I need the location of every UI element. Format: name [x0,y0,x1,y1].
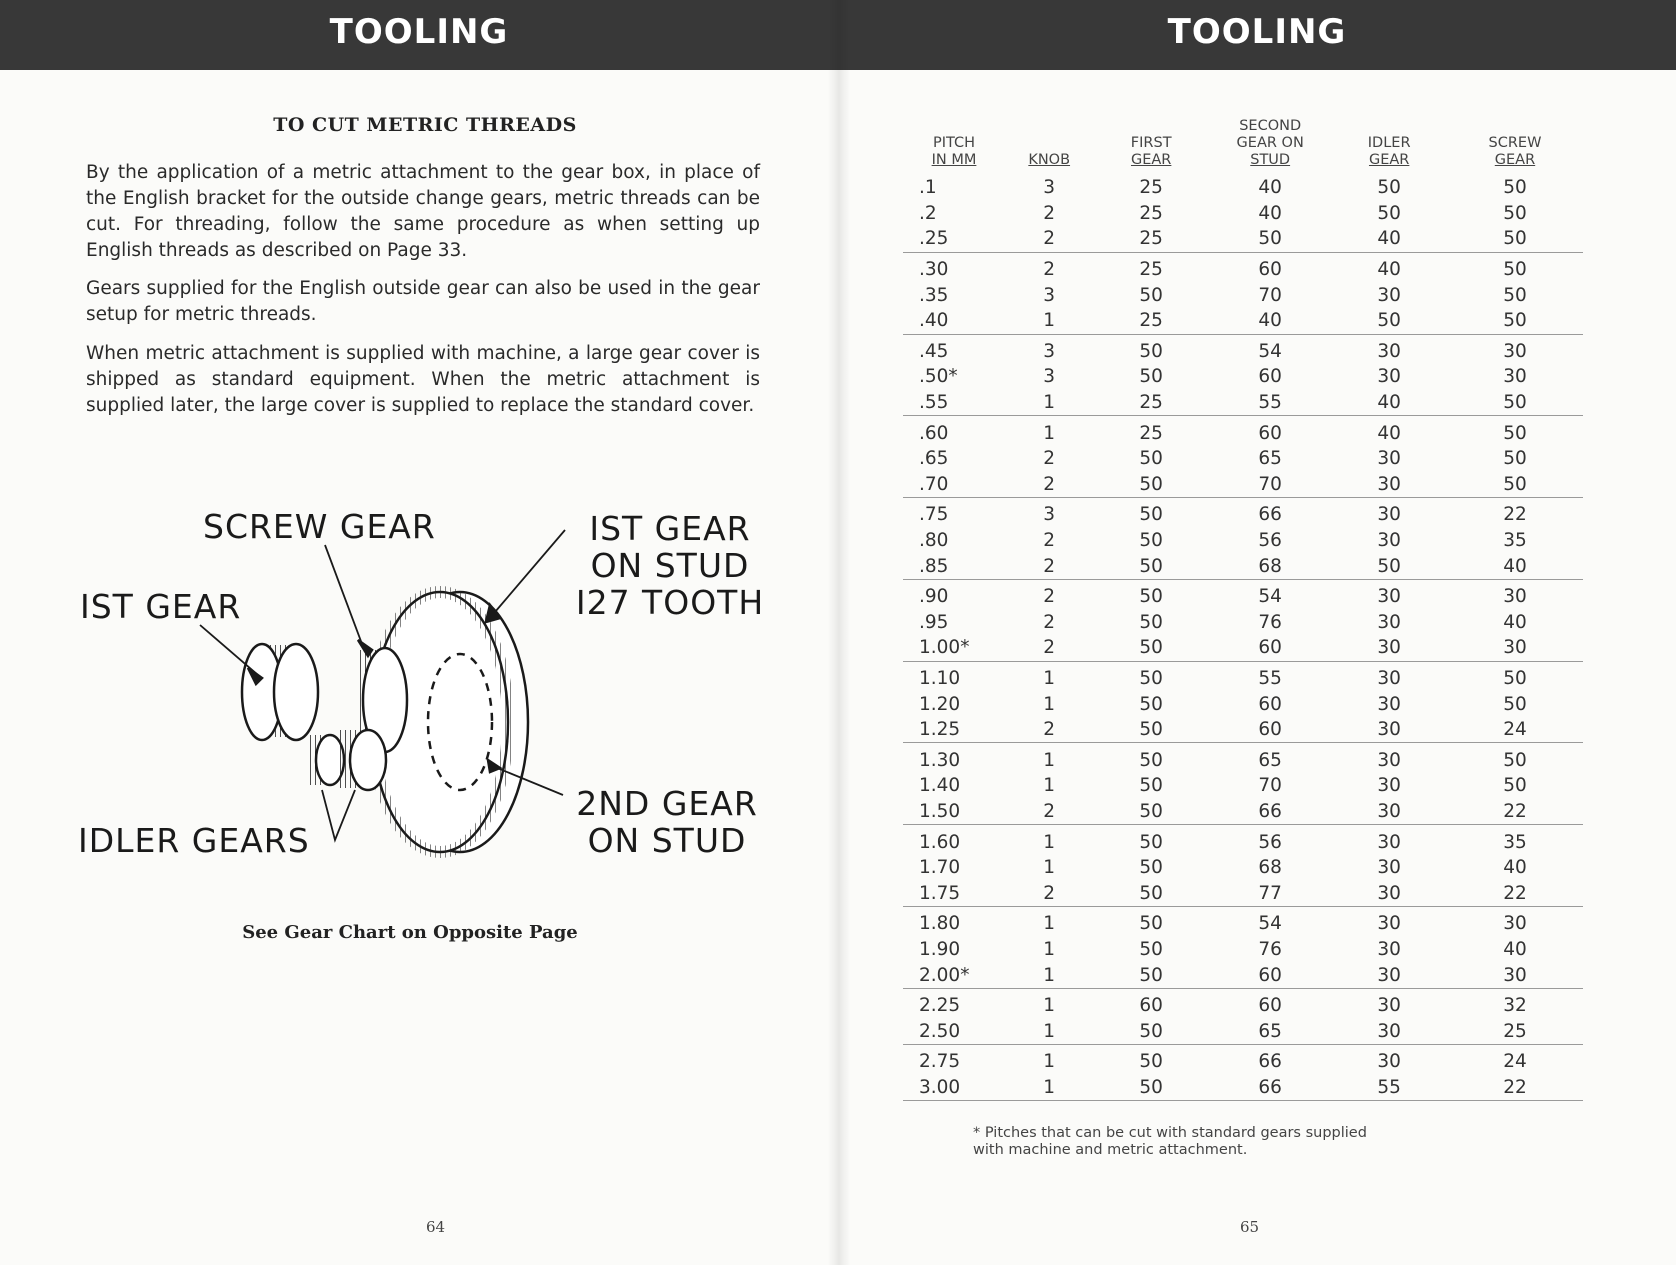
cell-pitch: 1.20 [919,693,961,715]
cell-screw-gear: 30 [1503,340,1527,362]
cell-screw-gear: 24 [1503,1051,1527,1073]
header-second-gear [1209,118,1331,175]
cell-second-gear: 54 [1258,586,1282,608]
table-row [903,988,1583,1018]
cell-first-gear: 50 [1139,913,1163,935]
cell-first-gear: 50 [1093,472,1209,498]
cell-first-gear: 50 [1093,553,1209,579]
table-row [903,553,1583,579]
cell-second-gear: 60 [1258,422,1282,444]
cell-second-gear: 70 [1258,775,1282,797]
cell-screw-gear: 50 [1447,390,1583,416]
cell-knob: 1 [1005,390,1093,416]
table-row [903,472,1583,498]
table-row [903,880,1583,906]
cell-knob: 2 [1005,472,1093,498]
header-second-gear-line: SECOND [1239,118,1302,134]
cell-knob: 2 [1005,880,1093,906]
cell-idler-gear: 50 [1331,553,1447,579]
table-row [903,743,1583,773]
table-row [903,579,1583,609]
cell-second-gear: 66 [1258,504,1282,526]
table-row [903,226,1583,252]
cell-screw-gear: 22 [1447,799,1583,825]
cell-pitch: .75 [919,504,949,526]
table-row [903,661,1583,691]
cell-idler-gear: 30 [1377,831,1401,853]
cell-knob: 3 [1043,284,1056,306]
cell-idler-gear: 50 [1377,202,1401,224]
second-label-line-2: ON STUD [587,821,747,860]
cell-idler-gear: 30 [1331,1018,1447,1044]
cell-second-gear: 54 [1258,340,1282,362]
cell-second-gear: 60 [1258,259,1282,281]
cell-pitch: .55 [903,390,1005,416]
cell-first-gear: 25 [1139,202,1163,224]
cell-first-gear: 25 [1139,177,1163,199]
cell-first-gear: 50 [1093,799,1209,825]
table-row [903,528,1583,554]
table-row [903,825,1583,855]
cell-first-gear: 50 [1093,1018,1209,1044]
cell-second-gear: 55 [1209,390,1331,416]
cell-pitch: 1.00* [903,635,1005,661]
cell-idler-gear: 40 [1331,226,1447,252]
cell-idler-gear: 30 [1331,962,1447,988]
cell-knob: 2 [1043,611,1056,633]
cell-idler-gear: 50 [1331,308,1447,334]
cell-screw-gear: 50 [1447,226,1583,252]
cell-pitch: 2.00* [903,962,1005,988]
cell-screw-gear: 50 [1503,202,1527,224]
cell-knob: 3 [1043,340,1056,362]
table-row [903,364,1583,390]
cell-pitch: .45 [919,340,949,362]
cell-screw-gear: 32 [1503,995,1527,1017]
cell-pitch: 1.50 [903,799,1005,825]
cell-knob: 1 [1043,422,1056,444]
cell-screw-gear: 50 [1503,667,1527,689]
stud-label-line-3: I27 TOOTH [575,583,765,622]
cell-pitch: 1.75 [903,880,1005,906]
cell-second-gear: 56 [1258,530,1282,552]
cell-pitch: .50* [919,366,958,388]
cell-knob: 2 [1043,586,1056,608]
cell-idler-gear: 30 [1377,995,1401,1017]
table-row [903,1075,1583,1101]
cell-second-gear: 70 [1258,284,1282,306]
cell-pitch: 1.40 [919,775,961,797]
cell-pitch: 2.25 [919,995,961,1017]
cell-idler-gear: 50 [1377,177,1401,199]
cell-screw-gear: 22 [1447,880,1583,906]
cell-second-gear: 68 [1258,857,1282,879]
cell-pitch: 2.50 [903,1018,1005,1044]
cell-pitch: .2 [919,202,937,224]
book-spine [828,0,850,1265]
header-first-gear [1093,118,1209,175]
left-banner-title: TOOLING [329,12,509,52]
table-row [903,1045,1583,1075]
table-row [903,799,1583,825]
cell-pitch: .30 [919,259,949,281]
cell-first-gear: 50 [1139,693,1163,715]
page-number-right: 65 [1240,1218,1260,1236]
cell-pitch: 1.10 [919,667,961,689]
cell-knob: 1 [1043,749,1056,771]
cell-second-gear: 55 [1258,667,1282,689]
cell-pitch: 1.30 [919,749,961,771]
cell-knob: 2 [1043,530,1056,552]
cell-first-gear: 50 [1093,1075,1209,1101]
cell-knob: 2 [1005,717,1093,743]
table-row [903,907,1583,937]
table-row [903,498,1583,528]
header-second-gear-line: STUD [1250,152,1291,168]
cell-idler-gear: 40 [1377,422,1401,444]
header-idler-gear-line: IDLER [1367,135,1411,151]
cell-screw-gear: 24 [1447,717,1583,743]
cell-second-gear: 65 [1258,448,1282,470]
cell-pitch: 1.90 [919,938,961,960]
cell-knob: 1 [1005,962,1093,988]
paragraph-3: When metric attachment is supplied with machine, a large gear cover is shipped as standard equipment. When the metric attachment is supplied later, the large cover is supplied to replace the standard cover. [86,343,760,416]
header-first-gear-line: GEAR [1130,152,1172,168]
cell-second-gear: 60 [1258,366,1282,388]
cell-pitch: .70 [903,472,1005,498]
table-row [903,717,1583,743]
cell-idler-gear: 30 [1331,717,1447,743]
cell-pitch: .60 [919,422,949,444]
cell-screw-gear: 25 [1447,1018,1583,1044]
cell-idler-gear: 30 [1377,366,1401,388]
cell-knob: 1 [1043,857,1056,879]
cell-first-gear: 50 [1093,635,1209,661]
cell-first-gear: 25 [1139,259,1163,281]
cell-second-gear: 40 [1258,177,1282,199]
leader-screw-gear [325,545,365,652]
cell-first-gear: 50 [1139,857,1163,879]
cell-second-gear: 66 [1258,1051,1282,1073]
cell-first-gear: 60 [1139,995,1163,1017]
leader-stud [495,530,565,612]
cell-screw-gear: 30 [1447,635,1583,661]
cell-pitch: .90 [919,586,949,608]
table-row [903,610,1583,636]
cell-knob: 1 [1043,831,1056,853]
cell-first-gear: 50 [1139,775,1163,797]
header-idler-gear [1331,118,1447,175]
leader-idler-gears [322,790,355,840]
cell-idler-gear: 30 [1377,693,1401,715]
cell-first-gear: 50 [1139,366,1163,388]
header-pitch [903,118,1005,175]
idler-gear-2 [350,730,386,790]
cell-pitch: 3.00 [903,1075,1005,1101]
cell-second-gear: 65 [1258,749,1282,771]
cell-knob: 3 [1043,366,1056,388]
section-heading: TO CUT METRIC THREADS [273,114,577,136]
cell-second-gear: 40 [1258,202,1282,224]
table-row [903,691,1583,717]
cell-knob: 1 [1005,308,1093,334]
cell-pitch: .40 [903,308,1005,334]
cell-idler-gear: 30 [1331,799,1447,825]
cell-first-gear: 50 [1093,717,1209,743]
cell-first-gear: 50 [1139,530,1163,552]
cell-knob: 2 [1005,635,1093,661]
cell-idler-gear: 30 [1377,284,1401,306]
cell-first-gear: 50 [1093,962,1209,988]
cell-first-gear: 50 [1139,586,1163,608]
cell-knob: 2 [1043,259,1056,281]
cell-screw-gear: 40 [1503,938,1527,960]
cell-screw-gear: 30 [1503,366,1527,388]
cell-knob: 1 [1043,693,1056,715]
table-row [903,201,1583,227]
cell-first-gear: 50 [1139,831,1163,853]
cell-knob: 2 [1043,448,1056,470]
cell-pitch: .25 [903,226,1005,252]
cell-second-gear: 54 [1258,913,1282,935]
header-second-gear-line: GEAR ON [1236,135,1304,151]
table-row [903,937,1583,963]
cell-idler-gear: 30 [1377,586,1401,608]
cell-idler-gear: 30 [1377,938,1401,960]
idler-gear-1 [316,735,344,785]
cell-first-gear: 50 [1139,448,1163,470]
cell-pitch: 1.25 [903,717,1005,743]
cell-pitch: .1 [919,177,937,199]
header-screw-gear [1447,118,1583,175]
cell-second-gear: 60 [1209,962,1331,988]
cell-second-gear: 40 [1209,308,1331,334]
cell-pitch: .35 [919,284,949,306]
header-pitch-line: PITCH [932,135,976,151]
cell-second-gear: 68 [1209,553,1331,579]
cell-second-gear: 65 [1209,1018,1331,1044]
table-row [903,962,1583,988]
cell-idler-gear: 30 [1377,611,1401,633]
page-number-left: 64 [426,1218,446,1236]
cell-idler-gear: 30 [1377,448,1401,470]
table-row [903,446,1583,472]
cell-first-gear: 25 [1093,226,1209,252]
cell-second-gear: 76 [1258,938,1282,960]
header-idler-gear-line: GEAR [1368,152,1410,168]
cell-screw-gear: 50 [1503,422,1527,444]
cell-screw-gear: 35 [1503,831,1527,853]
cell-knob: 3 [1043,177,1056,199]
cell-knob: 2 [1005,226,1093,252]
cell-pitch: 2.75 [919,1051,961,1073]
right-banner [838,0,1676,70]
cell-second-gear: 70 [1209,472,1331,498]
paragraph-2: Gears supplied for the English outside gear can also be used in the gear setup for metric threads. [86,278,760,325]
cell-screw-gear: 22 [1503,504,1527,526]
cell-knob: 2 [1043,202,1056,224]
cell-first-gear: 50 [1139,667,1163,689]
cell-pitch: 1.60 [919,831,961,853]
cell-screw-gear: 50 [1503,448,1527,470]
cell-idler-gear: 30 [1331,472,1447,498]
table-row [903,252,1583,282]
right-page [838,0,1676,1265]
cell-first-gear: 50 [1139,938,1163,960]
cell-screw-gear: 40 [1503,857,1527,879]
cell-second-gear: 56 [1258,831,1282,853]
cell-knob: 1 [1005,1075,1093,1101]
cell-knob: 2 [1005,799,1093,825]
cell-second-gear: 60 [1209,717,1331,743]
cell-first-gear: 25 [1139,422,1163,444]
cell-screw-gear: 30 [1447,962,1583,988]
header-knob-line: KNOB [1028,152,1071,168]
table-row [903,635,1583,661]
cell-knob: 1 [1043,938,1056,960]
table-header-row [903,118,1583,175]
cell-screw-gear: 40 [1503,611,1527,633]
table-row [903,175,1583,201]
table-row [903,855,1583,881]
cell-pitch: .95 [919,611,949,633]
cell-idler-gear: 30 [1377,913,1401,935]
cell-idler-gear: 30 [1377,749,1401,771]
table-body [903,175,1583,1101]
cell-knob: 1 [1043,1051,1056,1073]
cell-second-gear: 60 [1209,635,1331,661]
table-row [903,1018,1583,1044]
cell-knob: 1 [1043,775,1056,797]
cell-screw-gear: 50 [1447,308,1583,334]
right-banner-title: TOOLING [1167,12,1347,52]
cell-idler-gear: 30 [1377,1051,1401,1073]
cell-screw-gear: 30 [1503,586,1527,608]
paragraph-1: By the application of a metric attachment to the gear box, in place of the English bracket for the outside change gears, metric threads can be cut. For threading, follow the same procedure as when setting up English threads as described on Page 33. [86,162,760,261]
cell-screw-gear: 50 [1503,693,1527,715]
cell-first-gear: 25 [1093,308,1209,334]
screw-gear-label: SCREW GEAR [203,507,436,546]
header-screw-gear-line: GEAR [1494,152,1536,168]
cell-knob: 3 [1043,504,1056,526]
cell-knob: 1 [1043,667,1056,689]
cell-knob: 1 [1005,1018,1093,1044]
cell-idler-gear: 40 [1331,390,1447,416]
stud-label-line-1: IST GEAR [589,509,751,548]
first-gear-label: IST GEAR [80,587,242,626]
table-row [903,773,1583,799]
cell-first-gear: 50 [1139,749,1163,771]
table-row [903,308,1583,334]
first-gear-front [274,644,318,740]
header-pitch-line: IN MM [931,152,977,168]
table-row [903,334,1583,364]
cell-screw-gear: 50 [1503,749,1527,771]
cell-first-gear: 50 [1093,880,1209,906]
table-row [903,390,1583,416]
cell-screw-gear: 30 [1503,913,1527,935]
stud-label-line-2: ON STUD [590,546,750,585]
cell-idler-gear: 30 [1377,340,1401,362]
second-label-line-1: 2ND GEAR [576,784,758,823]
cell-pitch: .85 [903,553,1005,579]
cell-screw-gear: 50 [1503,775,1527,797]
cell-second-gear: 60 [1258,693,1282,715]
idler-gears-label: IDLER GEARS [78,821,310,860]
first-gear-on-stud-label [570,510,770,621]
cell-second-gear: 66 [1209,1075,1331,1101]
cell-second-gear: 66 [1209,799,1331,825]
cell-second-gear: 77 [1209,880,1331,906]
see-chart-note: See Gear Chart on Opposite Page [242,922,578,943]
cell-idler-gear: 30 [1377,775,1401,797]
footnote: * Pitches that can be cut with standard gears supplied with machine and metric attachment. [973,1125,1367,1158]
cell-pitch: 1.80 [919,913,961,935]
cell-second-gear: 60 [1258,995,1282,1017]
second-gear-on-stud-label [567,785,767,859]
cell-screw-gear: 22 [1447,1075,1583,1101]
cell-first-gear: 25 [1093,390,1209,416]
cell-screw-gear: 40 [1447,553,1583,579]
cell-second-gear: 50 [1209,226,1331,252]
header-knob [1005,118,1093,175]
cell-idler-gear: 30 [1377,667,1401,689]
cell-screw-gear: 50 [1447,472,1583,498]
cell-first-gear: 50 [1139,284,1163,306]
cell-screw-gear: 50 [1503,284,1527,306]
cell-idler-gear: 30 [1377,857,1401,879]
cell-idler-gear: 30 [1331,880,1447,906]
cell-second-gear: 76 [1258,611,1282,633]
cell-idler-gear: 55 [1331,1075,1447,1101]
metric-gear-chart [903,118,1583,1101]
cell-screw-gear: 35 [1503,530,1527,552]
header-first-gear-line: FIRST [1130,135,1172,151]
cell-idler-gear: 30 [1331,635,1447,661]
cell-knob: 1 [1043,995,1056,1017]
cell-pitch: .65 [919,448,949,470]
cell-first-gear: 50 [1139,611,1163,633]
cell-screw-gear: 50 [1503,177,1527,199]
cell-first-gear: 50 [1139,340,1163,362]
cell-first-gear: 50 [1139,504,1163,526]
cell-idler-gear: 40 [1377,259,1401,281]
header-screw-gear-line: SCREW [1488,135,1542,151]
cell-knob: 1 [1043,913,1056,935]
cell-pitch: .80 [919,530,949,552]
cell-screw-gear: 50 [1503,259,1527,281]
cell-pitch: 1.70 [919,857,961,879]
cell-knob: 2 [1005,553,1093,579]
cell-idler-gear: 30 [1377,504,1401,526]
cell-first-gear: 50 [1139,1051,1163,1073]
table-row [903,416,1583,446]
table-row [903,282,1583,308]
cell-idler-gear: 30 [1377,530,1401,552]
